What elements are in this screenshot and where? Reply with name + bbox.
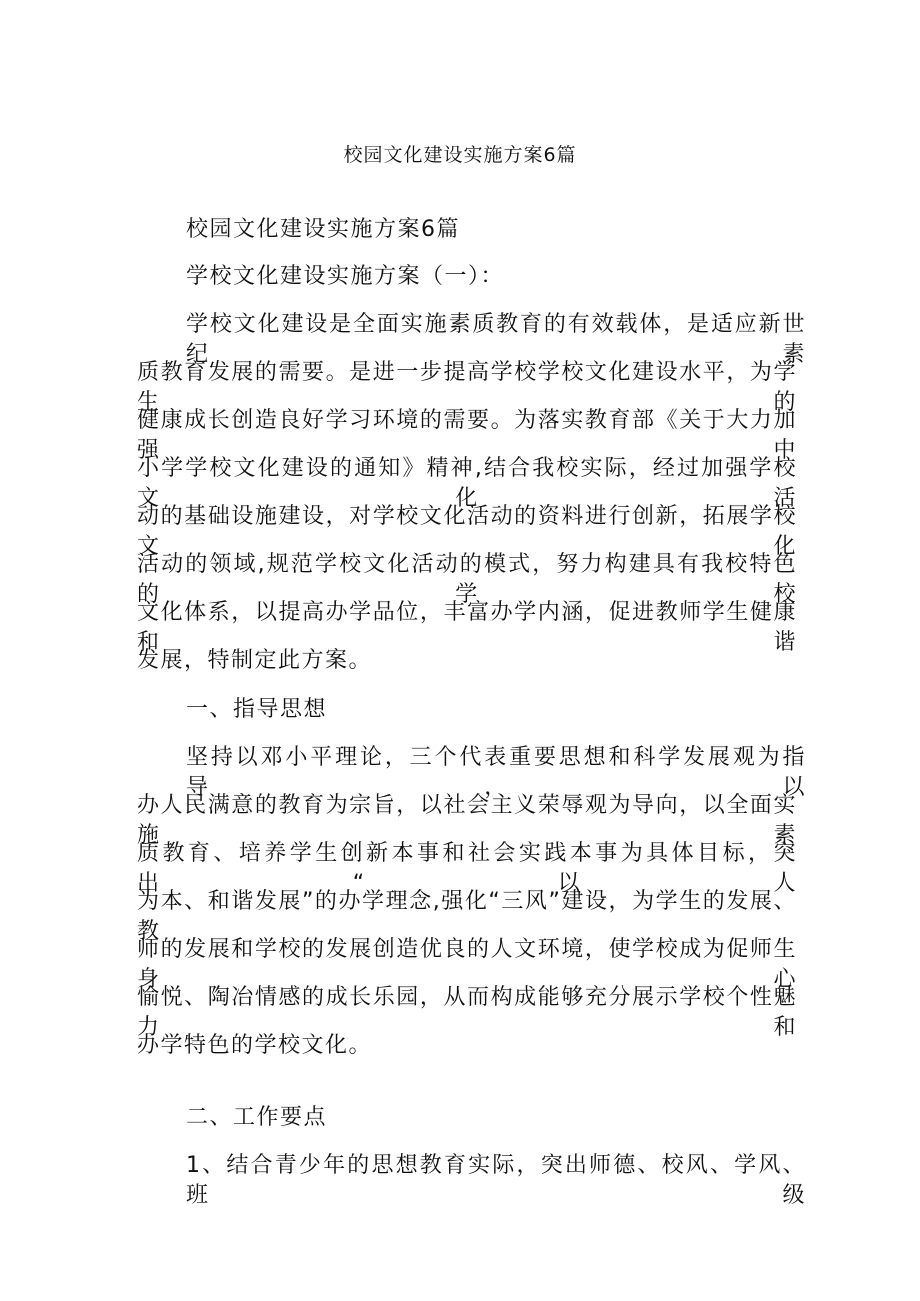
guiding-line-5: 师的发展和学校的发展创造优良的人文环境，使学校成为促师生身心 [137, 937, 797, 992]
guiding-line-3: 质教育、培养学生创新本事和社会实践本事为具体目标，突出“以人 [137, 841, 797, 896]
intro-line-2: 质教育发展的需要。是进一步提高学校学校文化建设水平，为学生的 [137, 360, 797, 415]
guiding-line-2: 办人民满意的教育为宗旨，以社会主义荣辱观为导向，以全面实施素 [137, 793, 797, 848]
work-point-1: 1、结合青少年的思想教育实际，突出师德、校风、学风、班级 [186, 1153, 806, 1208]
heading-guiding-ideology: 一、指导思想 [186, 697, 328, 722]
guiding-line-7: 办学特色的学校文化。 [137, 1033, 373, 1058]
intro-line-3: 健康成长创造良好学习环境的需要。为落实教育部《关于大力加强中 [137, 408, 797, 463]
intro-line-4: 小学学校文化建设的通知》精神,结合我校实际，经过加强学校文化活 [137, 456, 797, 511]
intro-line-5: 动的基础设施建设，对学校文化活动的资料进行创新，拓展学校文化 [137, 504, 797, 559]
guiding-line-4: 为本、和谐发展”的办学理念,强化“三风”建设，为学生的发展、教 [137, 889, 797, 944]
intro-line-1: 学校文化建设是全面实施素质教育的有效载体，是适应新世纪素 [186, 312, 806, 367]
intro-line-6: 活动的领域,规范学校文化活动的模式，努力构建具有我校特色的学校 [137, 552, 797, 607]
heading-work-points: 二、工作要点 [186, 1105, 328, 1130]
intro-line-8: 发展，特制定此方案。 [137, 648, 373, 673]
intro-line-7: 文化体系，以提高办学品位，丰富办学内涵，促进教师学生健康和谐 [137, 600, 797, 655]
document-subtitle: 校园文化建设实施方案6篇 [186, 217, 460, 242]
section-heading: 学校文化建设实施方案（一）： [186, 264, 505, 289]
guiding-line-6: 愉悦、陶冶情感的成长乐园，从而构成能够充分展示学校个性魅力和 [137, 985, 797, 1040]
document-title: 校园文化建设实施方案6篇 [343, 144, 577, 166]
guiding-line-1: 坚持以邓小平理论，三个代表重要思想和科学发展观为指导，以 [186, 745, 806, 800]
